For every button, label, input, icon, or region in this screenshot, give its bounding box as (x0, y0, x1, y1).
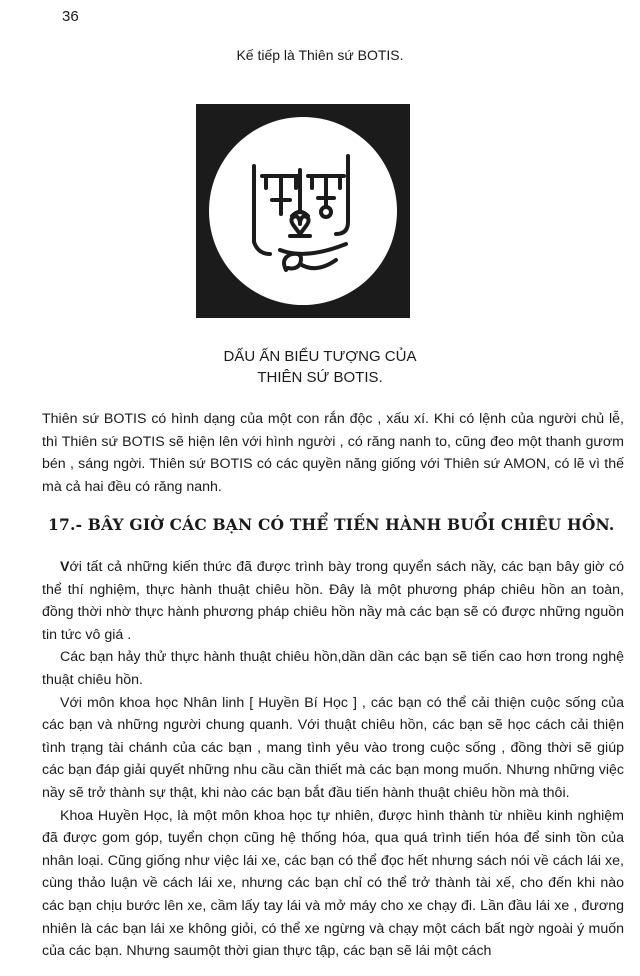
section-body (42, 556, 624, 963)
botis-description-paragraph: Thiên sứ BOTIS có hình dạng của một con rắn độc , xấu xí. Khi có lệnh của người chủ lễ, thì Thiên sứ BOTIS sẽ hiện lên với hình người , có răng nanh to, cũng đeo một thanh gươm bén , sáng ngời. Thiên sứ BOTIS có các quyền năng giống với Thiên sứ AMON, có lẽ vì thế mà cả hai đều có răng nanh. (42, 411, 624, 495)
botis-seal-figure (196, 104, 410, 318)
body-paragraph-2: Các bạn hảy thử thực hành thuật chiêu hồn,dần dần các bạn sẽ tiến cao hơn trong nghệ thuật chiêu hồn. (42, 649, 624, 688)
figure-caption-line-2: THIÊN SỨ BOTIS. (257, 369, 383, 386)
section-heading: 17.- BÂY GIỜ CÁC BẠN CÓ THỂ TIẾN HÀNH BUỔI CHIÊU HỒN. (48, 515, 615, 534)
intro-line: Kế tiếp là Thiên sứ BOTIS. (236, 47, 404, 63)
dropcap: V (60, 559, 70, 575)
body-paragraph-4: Khoa Huyền Học, là một môn khoa học tự nhiên, được hình thành từ nhiều kinh nghiệm đã được gom góp, tuyển chọn cũng hệ thống hóa, qua quá trình tiến hóa để sinh tồn của nhân loại. Cũng giống như việc lái xe, các bạn có thể đọc hết nhưng sách nói về cách lái xe, cùng thảo luận về cách lái xe, nhưng các bạn chỉ có thể trở thành tài xế, cho đến khi nào các bạn chịu bước lên xe, cầm lấy tay lái và mở máy cho xe chạy đi. Lần đầu lái xe , đương nhiên là các bạn lái xe không giỏi, có thể xe ngừng và chạy một cách bất ngờ ngoài ý muốn của các bạn. Nhưng saumột thời gian thực tập, các bạn sẽ lái một cách (42, 807, 624, 960)
botis-seal-image (196, 104, 410, 318)
page-number: 36 (62, 8, 79, 25)
body-paragraph-1 (42, 556, 624, 646)
body-paragraph-3: Với môn khoa học Nhân linh [ Huyền Bí Học ] , các bạn có thể cải thiện cuộc sống của các bạn và những người chung quanh. Với thuật chiêu hồn, các bạn sẽ học cách cải thiện tình trạng tài chánh của các bạn , mang tình yêu vào trong cuộc sống , đồng thời sẽ giúp các bạn đáp giải quyết những nhu cầu cần thiết mà các bạn mong muốn. Nhưng những việc nầy sẽ trở thành sự thật, khi nào các bạn bắt đầu tiến hành thuật chiêu hồn mà thôi. (42, 694, 624, 801)
figure-caption-line-1: DẤU ẤN BIỂU TƯỢNG CỦA (223, 348, 417, 365)
body-paragraph-1-text: ới tất cả những kiến thức đã được trình bày trong quyển sách nầy, các bạn bây giờ có thể thí nghiệm, thực hành thuật chiêu hồn. Đây là một phương pháp chiêu hồn an toàn, đồng thời nhờ thực hành phương pháp chiêu hồn nầy mà các bạn sẽ có được những nguồn tin tức vô giá . (42, 559, 624, 643)
figure-caption (0, 346, 640, 388)
